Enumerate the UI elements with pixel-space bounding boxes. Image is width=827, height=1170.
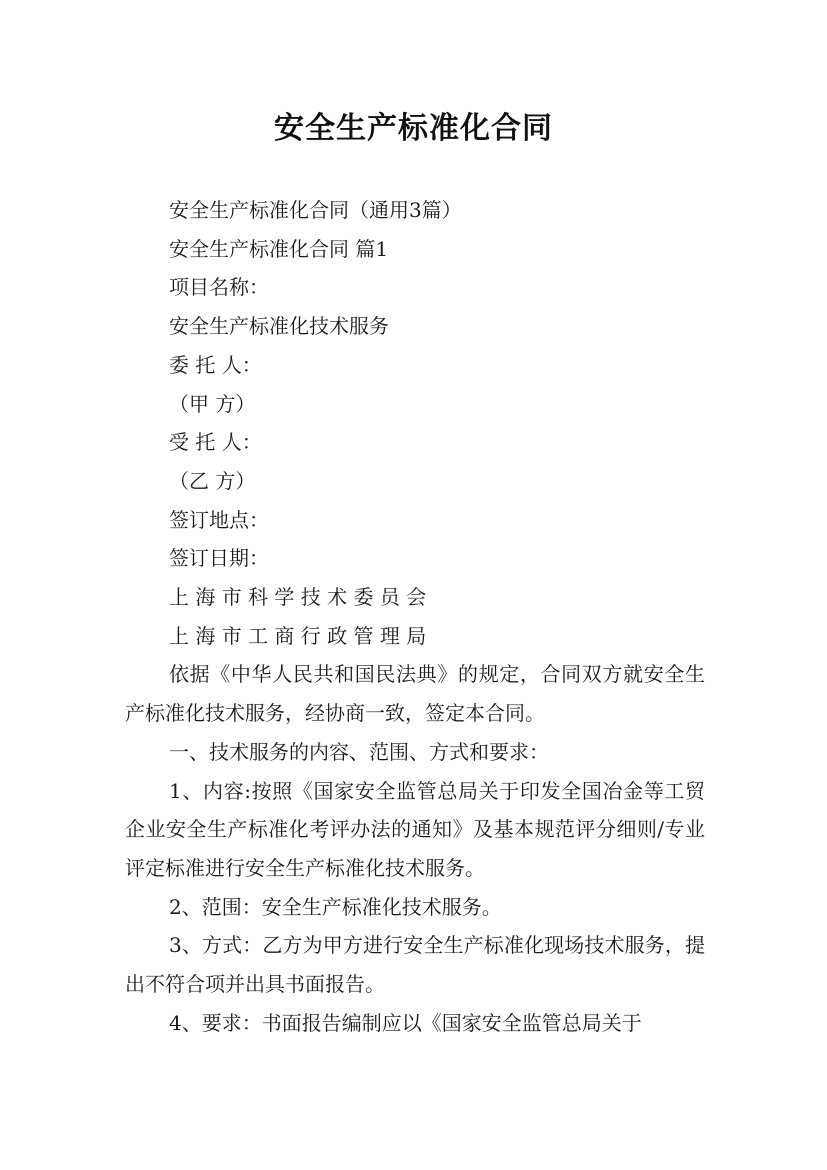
paragraph-clause-content: 1、内容:按照《国家安全监管总局关于印发全国冶金等工贸企业安全生产标准化考评办法的通知》及基本规范评分细则/专业评定标准进行安全生产标准化技术服务。 <box>125 778 705 880</box>
paragraph-clause-scope: 2、范围：安全生产标准化技术服务。 <box>169 894 502 919</box>
paragraph-client-label: 委 托 人： <box>169 352 262 377</box>
paragraph-issuer-2: 上 海 市 工 商 行 政 管 理 局 <box>169 623 427 648</box>
paragraph-signing-place: 签订地点： <box>169 507 269 532</box>
document-body <box>125 191 705 1042</box>
paragraph-signing-date: 签订日期： <box>169 546 269 571</box>
document-title: 安全生产标准化合同 <box>274 111 553 146</box>
paragraph-preamble: 依据《中华人民共和国民法典》的规定，合同双方就安全生产标准化技术服务，经协商一致，签定本合同。 <box>125 662 705 726</box>
paragraph-party-a: （甲 方） <box>169 391 256 416</box>
paragraph-party-b: （乙 方） <box>169 468 256 493</box>
paragraph-part-heading: 安全生产标准化合同 篇1 <box>169 236 389 261</box>
paragraph-project-name: 安全生产标准化技术服务 <box>169 314 389 339</box>
paragraph-project-name-label: 项目名称： <box>169 275 269 300</box>
paragraph-issuer-1: 上 海 市 科 学 技 术 委 员 会 <box>169 585 427 610</box>
paragraph-section-1-heading: 一、技术服务的内容、范围、方式和要求： <box>169 739 549 764</box>
paragraph-contractor-label: 受 托 人： <box>169 430 262 455</box>
paragraph-clause-method: 3、方式：乙方为甲方进行安全生产标准化现场技术服务，提出不符合项并出具书面报告。 <box>125 933 705 997</box>
paragraph-subtitle: 安全生产标准化合同（通用3篇） <box>169 198 462 222</box>
paragraph-clause-requirements: 4、要求：书面报告编制应以《国家安全监管总局关于 <box>169 1010 642 1035</box>
